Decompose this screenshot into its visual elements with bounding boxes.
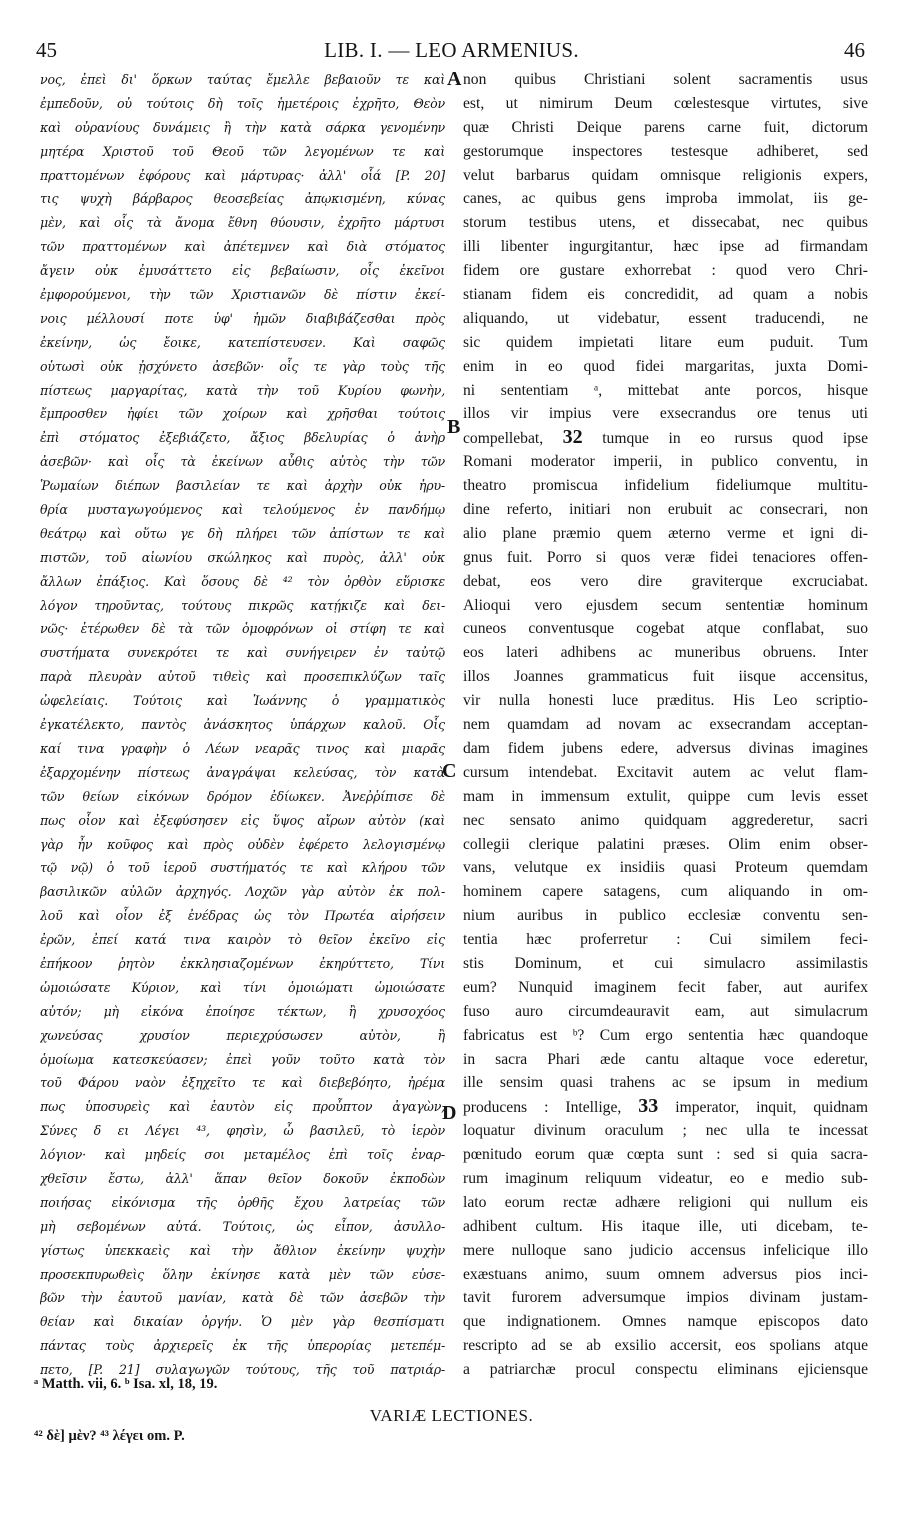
latin-text: enim in eo quod fidei margaritas, juxta Domi- [463,357,868,375]
latin-text: rum imaginum reliquum videatur, eo e medio sub- [463,1169,868,1187]
latin-line [463,1334,868,1358]
latin-text: illos Joannes grammaticus fuit iisque accensitus, [463,668,868,686]
latin-line [463,1358,868,1382]
running-title: LIB. I. — LEO ARMENIUS. [324,38,579,62]
latin-text: Alioqui vero ejusdem secum sententiæ hominum [463,596,868,614]
latin-line [463,976,868,1000]
greek-line: θρία μυσταγωγούμενος καὶ τελούμενος ἐν πανδήμῳ [40,502,445,518]
latin-text: imperator, inquit, quidnam [658,1099,868,1117]
latin-text: illos vir impius vere exsecrandus ore tenus uti [463,405,868,423]
latin-text: tavit furorem adversumque impios divinam justam- [463,1289,868,1307]
latin-line [463,641,868,665]
greek-line: νοις μέλλουσί ποτε ὑφ' ἡμῶν διαβιβάζεσθαι πρὸς [40,310,445,326]
latin-line [463,450,868,474]
latin-line [463,1143,868,1167]
latin-text: compellebat, [463,430,563,448]
page-number-left: 45 [36,38,57,62]
latin-text: cursum intendebat. Excitavit autem ac velut flam- [463,763,868,781]
latin-text: nec sensato animo quidquam aggrederetur, sacri [463,811,868,829]
running-header [28,34,875,66]
greek-line: ὠφελείαις. Τούτοις καὶ Ἰωάννης ὁ γραμματικὸς [40,693,445,709]
latin-line [463,570,868,594]
latin-line [463,713,868,737]
scripture-references: ᵃ Matth. vii, 6. ᵇ Isa. xl, 18, 19. [34,1376,218,1392]
latin-text: a patriarchæ procul conspectu eliminans ejiciensque [463,1361,868,1379]
latin-line [463,1263,868,1287]
greek-line: θείαν καὶ δικαίαν ὀργήν. Ὁ μὲν γὰρ θεσπίσματι [40,1314,445,1330]
latin-text: stis Dominum, et cui simulacro assimilastis [463,954,868,972]
latin-text: storum testibus utens, et dissecabat, nec quibus [463,214,868,232]
latin-line [463,1286,868,1310]
latin-line [463,833,868,857]
greek-line: ἐμπεδοῦν, οὐ τούτοις δὴ τοῖς ἡμετέροις ἐχρῆτο, Θεὸν [40,95,445,111]
latin-text: quæ Christi Deique parens carne fuit, dictorum [463,118,868,136]
greek-line: γίστως ὑπεκκαεὶς καὶ τὴν ἄθλιον ἐκείνην ψυχὴν [40,1242,445,1258]
latin-line [463,187,868,211]
latin-text: fabricatus est ᵇ? Cum ergo sententia hæc quandoque [463,1026,868,1044]
latin-line [463,856,868,880]
latin-text: exæstuans animo, suum omnem adversus pios inci- [463,1265,868,1283]
latin-text: debat, eos vero dire graviterque excruciabat. [463,572,868,590]
greek-text-column [40,68,445,1382]
variae-lectiones-heading: VARIÆ LECTIONES. [369,1406,534,1425]
latin-line [463,1000,868,1024]
latin-text: tentia hæc proferretur : Cui similem feci- [463,931,868,949]
greek-line: παρὰ πλευρὰν αὐτοῦ τιθεὶς καὶ προσεπικλύζων ταῖς [40,669,445,685]
latin-text: mam in immensum extulit, quippe cum levis esset [463,787,868,805]
latin-line [463,1095,868,1119]
latin-line [463,498,868,522]
latin-line [463,235,868,259]
greek-line: ποιήσας εἰκόνισμα τῆς ὀρθῆς ἔχου λατρείας τῶν [40,1194,445,1210]
variant-readings: ⁴² δὲ] μὲν? ⁴³ λέγει om. P. [34,1428,185,1444]
greek-line: ἐπήκοον ῥητὸν ἐκκλησιαζομένων ἐκηρύττετο, Τίνι [40,955,445,971]
latin-line [463,904,868,928]
latin-text: gestorumque inspectores testesque adhiberet, sed [463,142,868,160]
latin-text: in sacra Phari æde cantu altaque voce ederetur, [463,1050,868,1068]
greek-line: Σύνες δ ει Λέγει ⁴³, φησὶν, ὦ βασιλεῦ, τὸ ἱερὸν [40,1123,445,1139]
greek-line: νῶς· ἑτέρωθεν δὲ τὰ τῶν ὁμοφρόνων οἱ στίφη τε καὶ [40,621,445,637]
greek-line: λόγιον· καὶ μηδείς σοι μεταμέλος ἐπὶ τοῖς ἐναρ- [40,1147,445,1163]
latin-line [463,331,868,355]
greek-line: τῶν πραττομένων καὶ ἀπέτεμνεν καὶ διὰ στόματος [40,239,445,255]
page-ref-number: 33 [638,1095,659,1118]
latin-line [463,785,868,809]
latin-line [463,617,868,641]
greek-line: Ῥωμαίων διέπων βασιλείαν τε καὶ ἀρχὴν οὐκ ἠρυ- [40,478,445,494]
greek-line: ἐγκατέλεκτο, παντὸς ἀνάσκητος ὑπάρχων καλοῦ. Οἷς [40,717,445,733]
latin-line [463,594,868,618]
greek-line: χωνεύσας χρυσίον περιεχρύσωσεν αὐτὸν, ἢ [40,1027,445,1043]
latin-text: collegii clerique palatini præses. Olim enim obser- [463,835,868,853]
greek-line: ἐρῶν, ἐπεί κατά τινα καιρὸν τὸ θεῖον ἐκεῖνο εἰς [40,932,445,948]
greek-line: μὴ σεβομένων αὐτά. Τούτοις, ὡς εἶπον, ἀσυλλο- [40,1218,445,1234]
greek-line: χθεῖσιν ἔστω, ἀλλ' ἅπαν θεῖον δοκοῦν ἐκποδὼν [40,1170,445,1186]
greek-line: οὑτωσὶ οὐκ ᾐσχύνετο ἀσεβῶν· οἷς τε γὰρ τοὺς τῆς [40,358,445,374]
latin-line [463,1071,868,1095]
greek-line: ἐξαρχομένην πίστεως ἀναγράψαι κελεύσας, τὸν κατὰ [40,764,445,780]
greek-line: μητέρα Χριστοῦ τοῦ Θεοῦ τῶν λεγομένων τε καὶ [40,143,445,159]
latin-text: aliquando, ut videbatur, essent traducendi, ne [463,309,868,327]
greek-line: τις ψυχὴ βάρβαρος θεοσεβείας ἀπῳκισμένη, κύνας [40,191,445,207]
latin-line [463,426,868,450]
greek-line: ὁμοίωμα κατεσκεύασεν; ἐπεὶ γοῦν τοῦτο κατὰ τὸν [40,1051,445,1067]
greek-line: βασιλικῶν αὐλῶν ἀρχηγός. Λοχῶν γὰρ αὐτὸν ἐκ πολ- [40,884,445,900]
greek-line: καί τινα γραφὴν ὁ Λέων νεαρᾶς τινος καὶ μιαρᾶς [40,740,445,756]
latin-text: nem quamdam ad novam ac exsecrandam acceptan- [463,716,868,734]
latin-line [463,402,868,426]
greek-line: ἄλλων ἐπάξιος. Καὶ ὅσους δὲ ⁴² τὸν ὀρθὸν εὕρισκε [40,573,445,589]
latin-text: dine referto, initiari non erubuit ac consecrari, non [463,501,868,519]
latin-text: dam fidem jubens edere, adversus divinas imagines [463,739,868,757]
latin-text: fuso auro circumdeauravit eam, aut simulacrum [463,1002,868,1020]
latin-line [463,1048,868,1072]
greek-line: πετο, [P. 21] συλαγωγῶν τούτους, τῆς τοῦ πατριάρ- [40,1362,445,1378]
latin-line [463,880,868,904]
page-number-right: 46 [844,38,865,62]
latin-text: que indignationem. Omnes namque episcopos dato [463,1313,868,1331]
greek-line: ἄγειν οὐκ ἐμυσάττετο εἰς βεβαίωσιν, οἷς ἐκεῖνοι [40,263,445,279]
latin-line [463,1310,868,1334]
greek-line: νος, ἐπεὶ δι' ὅρκων ταύτας ἔμελλε βεβαιοῦν τε καὶ [40,72,445,87]
latin-text: cuneos conventusque cogebat atque conflabat, suo [463,620,868,638]
latin-text: hominem capere satagens, cum aliquando in om- [463,883,868,901]
latin-line [463,1215,868,1239]
latin-text: ni sententiam ᵃ, mittebat ante porcos, hisque [463,381,868,399]
latin-text: ille sensim quasi trahens ac se ipsum in medium [463,1074,868,1092]
latin-text: eum? Nunquid imaginem fecit faber, aut aurifex [463,978,868,996]
greek-line: ἐπὶ στόματος ἐξεβιάζετο, ἄξιος βδελυρίας ὁ ἀνὴρ [40,430,445,446]
latin-line [463,355,868,379]
section-marker-c: C [442,760,457,782]
latin-line [463,164,868,188]
greek-line: τοῦ Φάρου ναὸν ἐξηχεῖτο τε καὶ διεβεβόητο, ἠρέμα [40,1075,445,1091]
greek-line: πίστεως μαργαρίτας, κατὰ τὴν τοῦ Κυρίου φωνὴν, [40,382,445,398]
greek-line: ὡμοιώσατε Κύριον, καὶ τίνι ὁμοιώματι ὡμοιώσατε [40,979,445,995]
greek-line: ἐμφορούμενοι, τὴν τῶν Χριστιανῶν δὲ πίστιν ἐκεί- [40,287,445,303]
greek-line: προσεκπυρωθεὶς ὅλην ἐκίνησε κατὰ μὲν τῶν εὐσε- [40,1266,445,1282]
latin-line [463,1191,868,1215]
latin-text: stianam fidem eis concredidit, ad quam a nobis [463,286,868,304]
latin-text: producens : Intellige, [463,1099,639,1117]
latin-text: vans, velutque ex insidiis quasi Proteum quemdam [463,859,868,877]
greek-line: γὰρ ἦν κοῦφος καὶ πρὸς οὐδὲν ἐφέρετο λελογισμένῳ [40,836,445,852]
latin-text: mere nulloque sano judicio accensus infelicique illo [463,1241,868,1259]
latin-text: est, ut nimirum Deum cœlestesque virtutes, sive [463,94,868,112]
greek-line: μὲν, καὶ οἷς τὰ ἄνομα ἔθνη θύουσιν, ἐχρῆτο μάρτυσι [40,215,445,231]
latin-text: Romani moderator imperii, in publico conventu, in [463,453,868,471]
latin-line [463,1024,868,1048]
latin-text: tumque in eo rursus quod ipse [582,430,868,448]
latin-text: alio plane præmio quem æterno verme et igni di- [463,524,868,542]
latin-line [463,665,868,689]
greek-line: βῶν τὴν ἑαυτοῦ μανίαν, κατὰ δὲ τῶν ἀσεβῶν τὴν [40,1290,445,1306]
latin-line [463,737,868,761]
latin-line [463,259,868,283]
latin-line [463,689,868,713]
greek-line: τῶν θείων εἰκόνων δρόμον ἐδίωκεν. Ἀνεῤῥίπισε δὲ [40,788,445,804]
latin-line [463,140,868,164]
greek-line: ἔμπροσθεν ἠφίει τῶν χοίρων καὶ χρῆσθαι τούτοις [40,406,445,422]
latin-line [463,474,868,498]
latin-text: nium auribus in publico ecclesiæ conventu sen- [463,907,868,925]
latin-text: theatro promiscua infidelium fideliumque multitu- [463,477,868,495]
latin-text: non quibus Christiani solent sacramentis usus [463,71,868,88]
page-ref-number: 32 [562,426,583,449]
greek-line: θεάτρῳ καὶ οὕτω γε δὴ πλήρει τῶν ἀπίστων τε καὶ [40,525,445,541]
greek-line: τῷ νῷ) ὁ τοῦ ἱεροῦ συστήματός τε καὶ κλήρου τῶν [40,860,445,876]
greek-line: πως οἷον καὶ ἐξεφύσησεν εἰς ὕψος αἴρων αὐτὸν (καὶ [40,812,445,828]
greek-line: ἀσεβῶν· καὶ οἷς τὰ ἐκείνων αὖθις αὐτὸς τὴν τῶν [40,454,445,470]
greek-line: πως ὑποσυρεὶς καὶ ἑαυτὸν εἰς προὖπτον ἀγαγὼν, [40,1099,445,1115]
latin-text: lato eorum rectæ adhære religioni qui nullum eis [463,1193,868,1211]
latin-line [463,92,868,116]
latin-line [463,522,868,546]
latin-line [463,1119,868,1143]
latin-line [463,283,868,307]
greek-line: ἐκείνην, ὡς ἔοικε, κατεπίστευσεν. Καὶ σαφῶς [40,334,445,350]
latin-line [463,952,868,976]
latin-text: eos lateri adhibens ac muneribus obruens. Inter [463,644,868,662]
latin-line [463,928,868,952]
latin-line [463,1239,868,1263]
latin-text: vir nulla honesti luce præditus. His Leo scriptio- [463,692,868,710]
latin-text: velut barbarus quidam omnisque religionis expers, [463,166,868,184]
latin-line [463,211,868,235]
greek-line: πάντας τοὺς ἀρχιερεῖς ἐκ τῆς ὑπερορίας μετεπέμ- [40,1338,445,1354]
greek-line: λοῦ καὶ οἷον ἐξ ἐνέδρας ὡς τὸν Πρωτέα αἱρήσειν [40,908,445,924]
latin-text: adhibent cultum. His itaque ille, uti dicebam, te- [463,1217,868,1235]
greek-line: πιστῶν, τοῦ αἰωνίου σκώληκος καὶ πυρὸς, ἀλλ' οὐκ [40,549,445,565]
latin-line [463,546,868,570]
latin-line [463,307,868,331]
greek-line: αὐτόν; μὴ εἰκόνα ἐποίησε τέκτων, ἢ χρυσοχόος [40,1003,445,1019]
greek-line: καὶ οὐρανίους δυνάμεις ἢ τὴν κατὰ σάρκα γενομένην [40,119,445,135]
section-marker-b: B [447,416,461,438]
greek-line: λόγον τηροῦντας, τούτους πικρῶς κατῄκιζε καὶ δει- [40,597,445,613]
latin-text: pœnitudo eorum quæ cœpta sunt : sed si quia sacra- [463,1146,868,1164]
latin-text: illi libenter ingurgitantur, hæc ipse ad firmandam [463,238,868,256]
latin-line [463,68,868,92]
greek-line: συστήματα συνεκρότει τε καὶ συνήγειρεν ἐν ταὐτῷ [40,645,445,661]
latin-text-column [463,68,868,1382]
latin-text: rescripto ad se ab exsilio accersit, eos spolians atque [463,1337,868,1355]
section-marker-d: D [442,1102,457,1124]
section-marker-a: A [447,68,462,90]
latin-text: gnus fuit. Porro si quos veræ fidei tenaciores offen- [463,548,868,566]
latin-text: canes, ac quibus gens improba immolat, iis ge- [463,190,868,208]
latin-line [463,116,868,140]
latin-line [463,809,868,833]
latin-text: loquatur divinum oraculum ; nec ulla te incessat [463,1122,868,1140]
latin-text: sic quidem impietati litare eum puduit. Tum [463,333,868,351]
latin-line [463,761,868,785]
greek-line: πραττομένων ἐφόρους καὶ μάρτυρας· ἀλλ' οἷά [P. 20] [40,167,445,183]
latin-line [463,379,868,403]
latin-line [463,1167,868,1191]
latin-text: fidem ore gustare exhorrebat : quod vero Chri- [463,262,868,280]
